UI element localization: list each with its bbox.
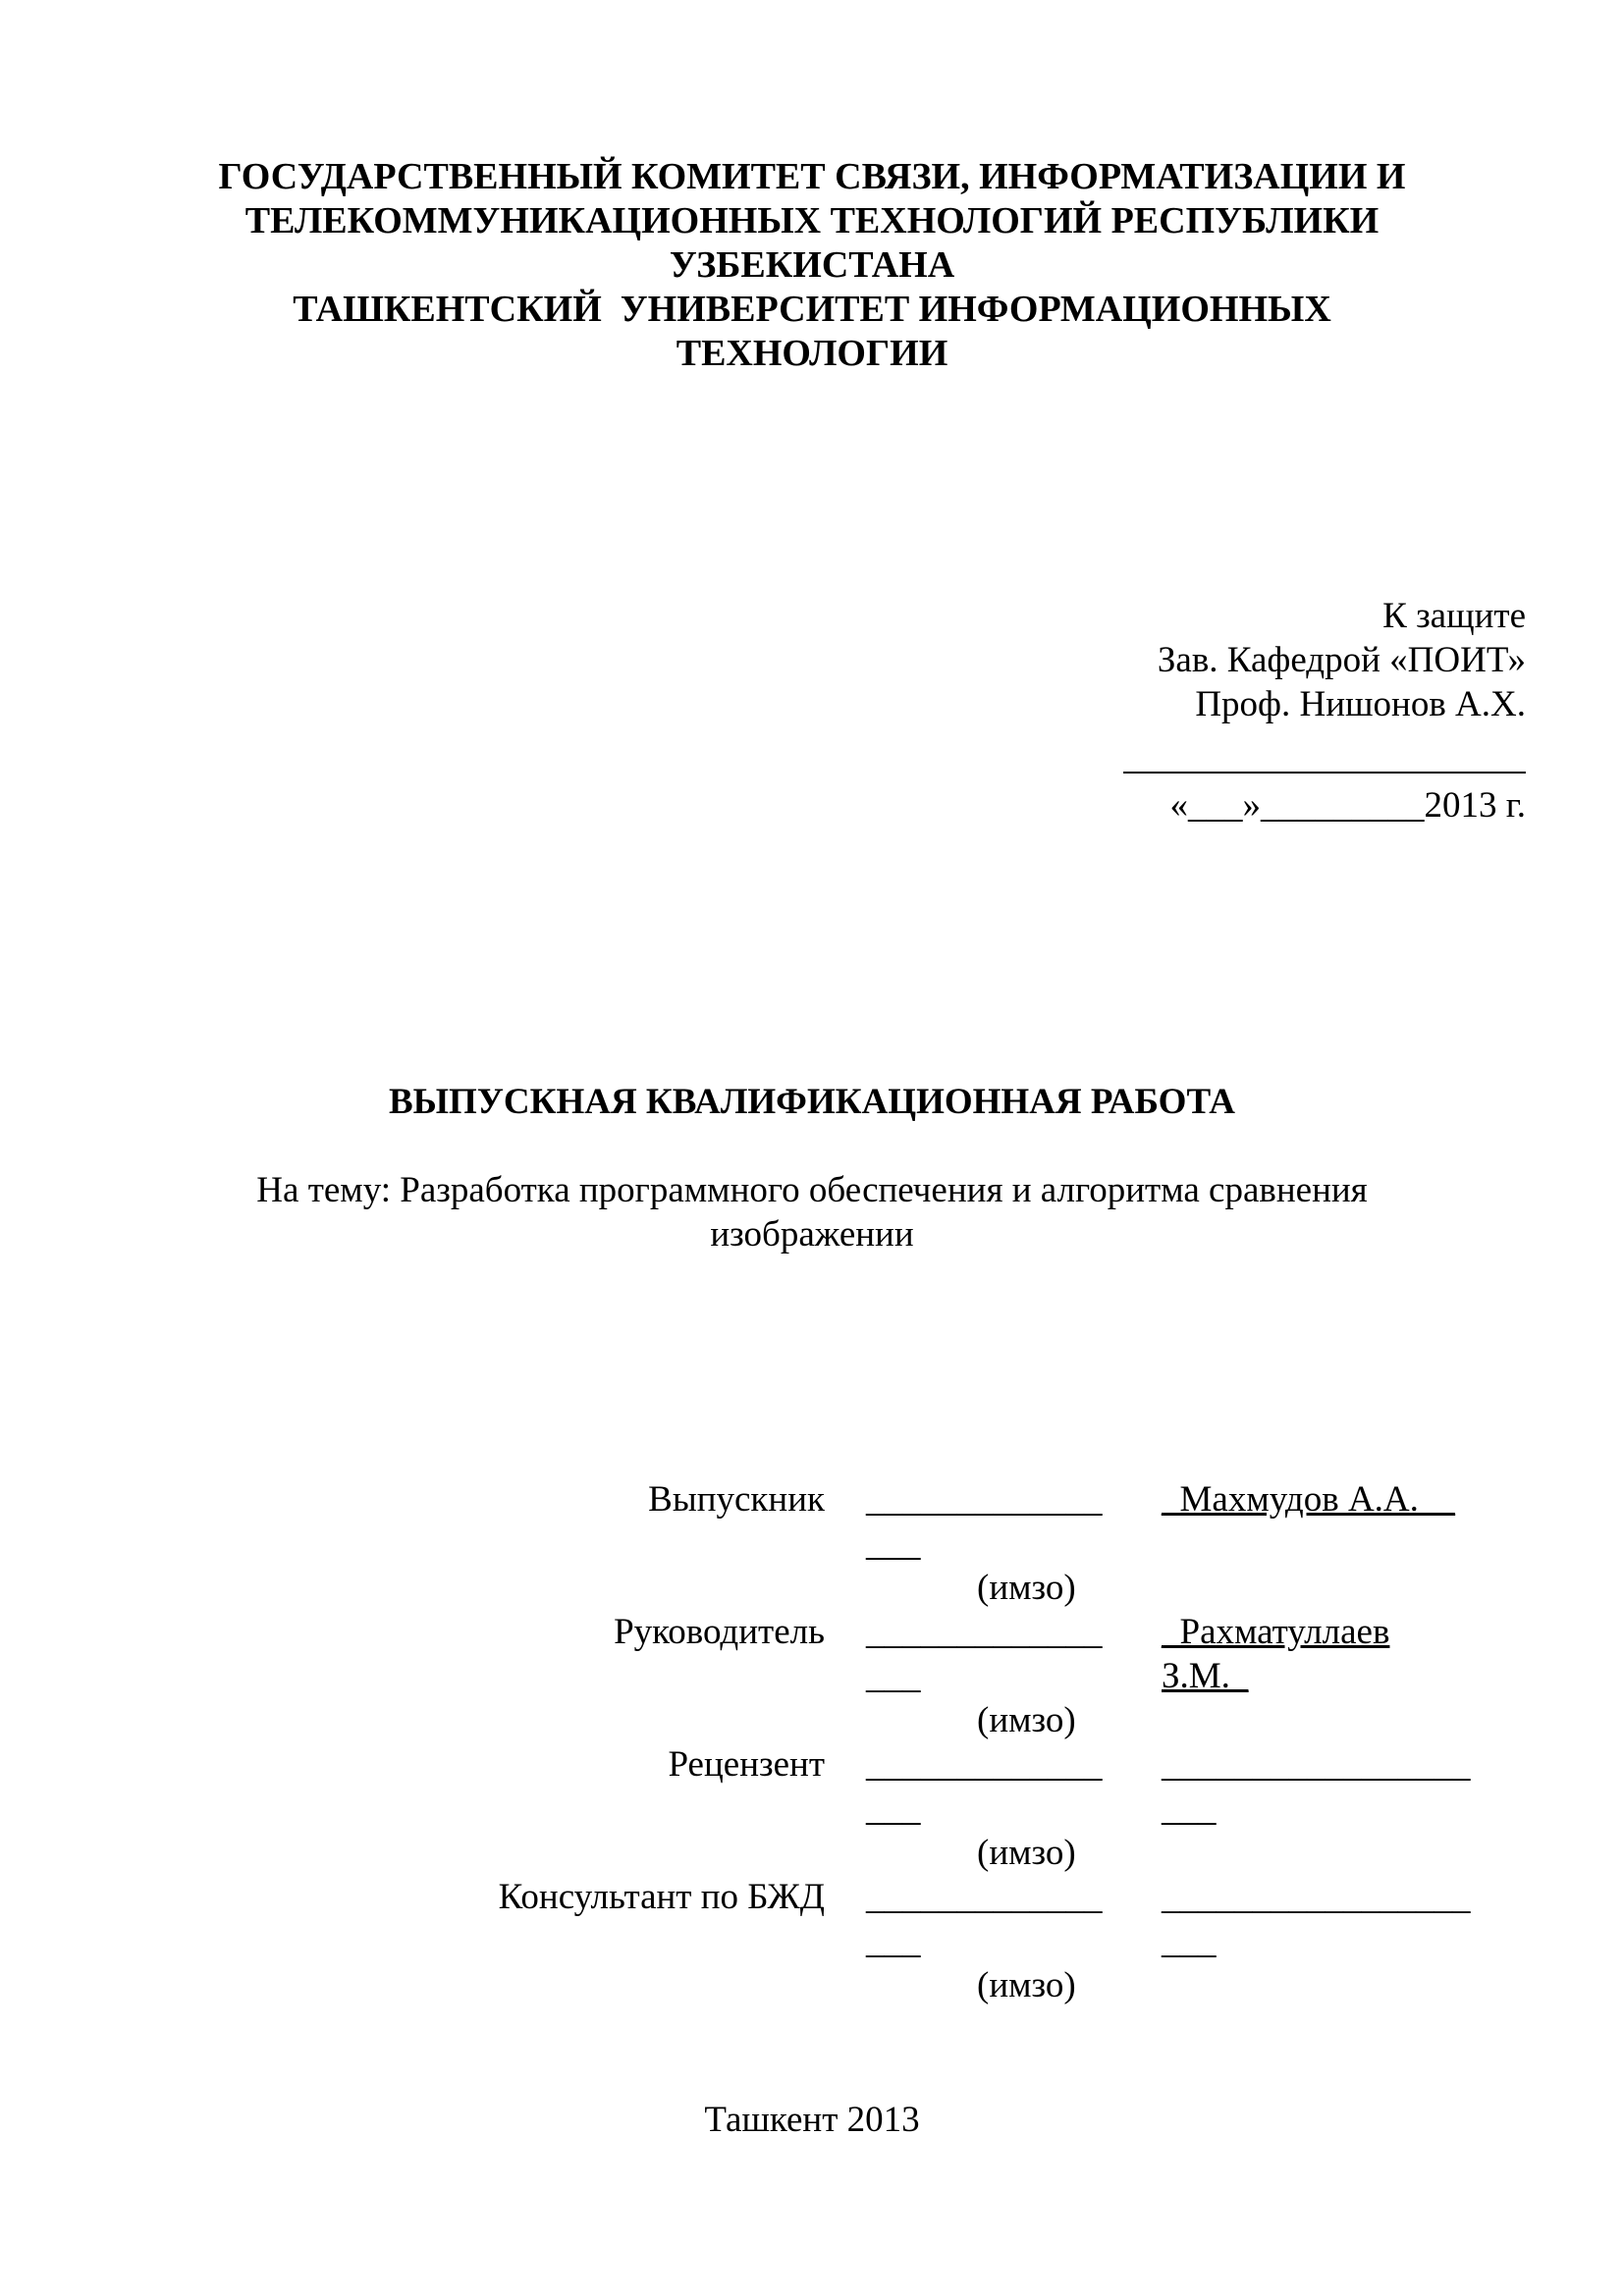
role-label: Консультант по БЖД	[498, 1877, 825, 1917]
signature-blank: _____________	[866, 1479, 1103, 1520]
header-line-1: ГОСУДАРСТВЕННЫЙ КОМИТЕТ СВЯЗИ, ИНФОРМАТИЗАЦИИ И	[218, 156, 1406, 197]
name-blank-tail: ___	[1162, 1921, 1217, 1961]
signature-blank-tail: ___	[866, 1789, 921, 1829]
topic-line-2: изображении	[710, 1214, 914, 1255]
signature-caption: (имзо)	[977, 1700, 1076, 1740]
approval-department-head: Зав. Кафедрой «ПОИТ»	[1157, 640, 1526, 680]
role-label: Руководитель	[614, 1612, 825, 1652]
header-line-4: ТАШКЕНТСКИЙ УНИВЕРСИТЕТ ИНФОРМАЦИОННЫХ	[293, 289, 1331, 330]
city-year-footer: Ташкент 2013	[704, 2100, 920, 2140]
approval-signature-line	[1123, 730, 1526, 774]
signature-blank-tail: ___	[866, 1921, 921, 1961]
topic-line-1: На тему: Разработка программного обеспечения и алгоритма сравнения	[256, 1170, 1368, 1210]
signatures-block	[373, 1477, 1551, 2007]
approval-block	[1015, 594, 1526, 828]
approval-to-defense: К защите	[1382, 596, 1526, 636]
signature-row-reviewer	[373, 1742, 1551, 1875]
signature-caption: (имзо)	[977, 1833, 1076, 1873]
role-label: Рецензент	[668, 1744, 825, 1785]
header-line-3: УЗБЕКИСТАНА	[669, 244, 955, 286]
signature-row-graduate	[373, 1477, 1551, 1610]
person-name: _Рахматуллаев	[1162, 1612, 1390, 1652]
institution-header	[196, 155, 1428, 376]
signature-blank: _____________	[866, 1744, 1103, 1785]
work-topic	[255, 1168, 1369, 1256]
approval-date: «___»_________2013 г.	[1169, 785, 1526, 826]
approval-professor: Проф. Нишонов А.Х.	[1195, 684, 1526, 724]
signature-caption: (имзо)	[977, 1965, 1076, 2005]
work-title: ВЫПУСКНАЯ КВАЛИФИКАЦИОННАЯ РАБОТА	[388, 1082, 1236, 1122]
signature-blank-tail: ___	[866, 1523, 921, 1564]
person-name: _Махмудов А.А.__	[1162, 1479, 1455, 1520]
signature-blank: _____________	[866, 1612, 1103, 1652]
name-blank-tail: ___	[1162, 1789, 1217, 1829]
signature-blank-tail: ___	[866, 1656, 921, 1696]
signature-row-safety-consultant	[373, 1875, 1551, 2007]
role-label: Выпускник	[648, 1479, 825, 1520]
header-line-5: ТЕХНОЛОГИИ	[676, 333, 948, 374]
signature-caption: (имзо)	[977, 1568, 1076, 1608]
name-blank: _________________	[1162, 1877, 1471, 1917]
signature-row-supervisor	[373, 1610, 1551, 1742]
person-name-continued: З.М._	[1162, 1656, 1249, 1696]
name-blank: _________________	[1162, 1744, 1471, 1785]
header-line-2: ТЕЛЕКОММУНИКАЦИОННЫХ ТЕХНОЛОГИЙ РЕСПУБЛИКИ	[244, 200, 1380, 241]
signature-blank: _____________	[866, 1877, 1103, 1917]
